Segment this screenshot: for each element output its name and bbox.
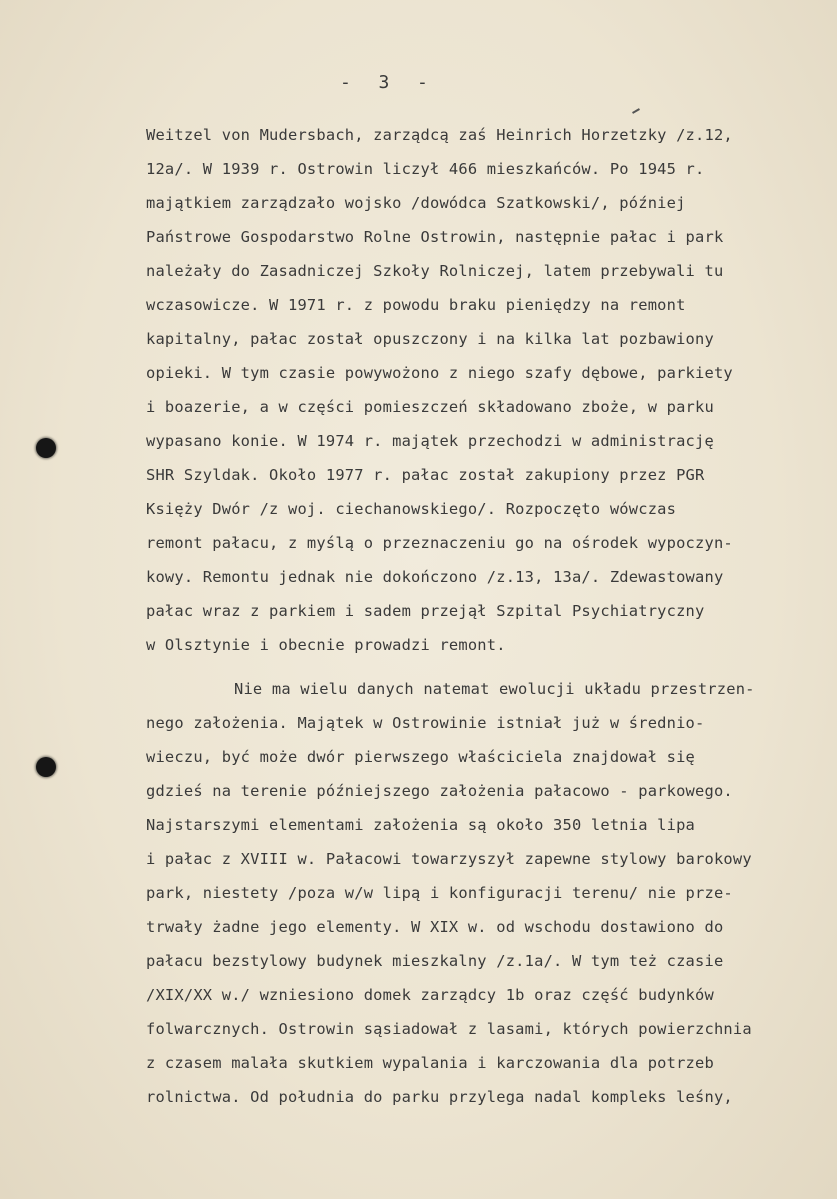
text-line: w Olsztynie i obecnie prowadzi remont.	[146, 636, 506, 654]
text-line: pałacu bezstylowy budynek mieszkalny /z.1a/. W tym też czasie	[146, 952, 724, 970]
punch-hole-bottom	[36, 757, 56, 777]
punch-hole-top	[36, 438, 56, 458]
text-line: Księży Dwór /z woj. ciechanowskiego/. Rozpoczęto wówczas	[146, 500, 677, 518]
text-line: opieki. W tym czasie powywożono z niego szafy dębowe, parkiety	[146, 364, 733, 382]
text-line: i pałac z XVIII w. Pałacowi towarzyszył zapewne stylowy barokowy	[146, 850, 752, 868]
text-line: SHR Szyldak. Około 1977 r. pałac został zakupiony przez PGR	[146, 466, 705, 484]
text-line: Najstarszymi elementami założenia są około 350 letnia lipa	[146, 816, 696, 834]
text-line: remont pałacu, z myślą o przeznaczeniu go na ośrodek wypoczyn-	[146, 534, 733, 552]
text-line: kapitalny, pałac został opuszczony i na kilka lat pozbawiony	[146, 330, 714, 348]
text-line: kowy. Remontu jednak nie dokończono /z.13, 13a/. Zdewastowany	[146, 568, 724, 586]
ink-mark	[632, 108, 640, 114]
text-line: folwarcznych. Ostrowin sąsiadował z lasami, których powierzchnia	[146, 1020, 752, 1038]
text-line: i boazerie, a w części pomieszczeń składowano zboże, w parku	[146, 398, 714, 416]
text-line: Nie ma wielu danych natemat ewolucji układu przestrzen-	[234, 680, 755, 698]
text-line: Państrowe Gospodarstwo Rolne Ostrowin, następnie pałac i park	[146, 228, 724, 246]
text-line: rolnictwa. Od południa do parku przylega nadal kompleks leśny,	[146, 1088, 733, 1106]
text-line: pałac wraz z parkiem i sadem przejął Szpital Psychiatryczny	[146, 602, 705, 620]
text-line: wczasowicze. W 1971 r. z powodu braku pieniędzy na remont	[146, 296, 686, 314]
text-line: gdzieś na terenie późniejszego założenia pałacowo - parkowego.	[146, 782, 733, 800]
page-number: - 3 -	[340, 72, 430, 93]
text-line: /XIX/XX w./ wzniesiono domek zarządcy 1b oraz część budynków	[146, 986, 714, 1004]
text-line: Weitzel von Mudersbach, zarządcą zaś Heinrich Horzetzky /z.12,	[146, 126, 733, 144]
text-line: należały do Zasadniczej Szkoły Rolniczej, latem przebywali tu	[146, 262, 724, 280]
text-line: z czasem malała skutkiem wypalania i karczowania dla potrzeb	[146, 1054, 714, 1072]
text-line: majątkiem zarządzało wojsko /dowódca Szatkowski/, później	[146, 194, 686, 212]
text-line: nego założenia. Majątek w Ostrowinie istniał już w średnio-	[146, 714, 705, 732]
text-line: trwały żadne jego elementy. W XIX w. od wschodu dostawiono do	[146, 918, 724, 936]
text-line: wieczu, być może dwór pierwszego właściciela znajdował się	[146, 748, 696, 766]
text-line: wypasano konie. W 1974 r. majątek przechodzi w administrację	[146, 432, 714, 450]
text-line: park, niestety /poza w/w lipą i konfiguracji terenu/ nie prze-	[146, 884, 733, 902]
text-line: 12a/. W 1939 r. Ostrowin liczył 466 mieszkańców. Po 1945 r.	[146, 160, 705, 178]
